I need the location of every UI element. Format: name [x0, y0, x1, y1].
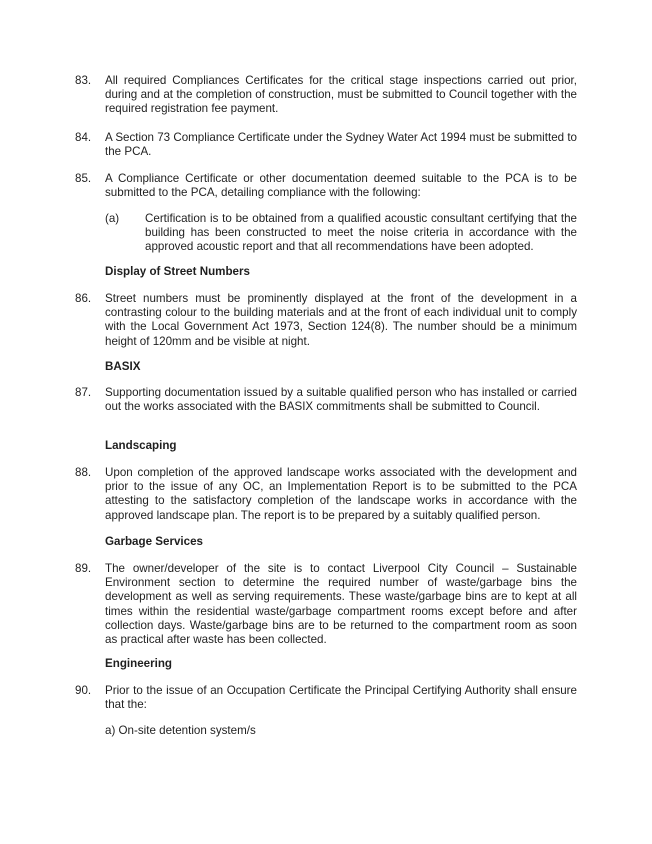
clause-number: 83. [75, 74, 92, 87]
sub-clause-text: Certification is to be obtained from a qualified acoustic consultant certifying that the building has been constructed to meet the noise criteria in accordance with the approved acoustic report and that all recommendations have been adopted. [145, 212, 577, 254]
clause-90-a: a) On-site detention system/s [105, 724, 256, 737]
clause-text: Supporting documentation issued by a suitable qualified person who has installed or carried out the works associated with the BASIX commitments shall be submitted to Council. [105, 386, 577, 414]
clause-90 [75, 684, 577, 712]
heading-street-numbers: Display of Street Numbers [105, 265, 250, 278]
clause-number: 86. [75, 292, 92, 305]
clause-text: A Section 73 Compliance Certificate under the Sydney Water Act 1994 must be submitted to the PCA. [105, 131, 577, 159]
heading-basix: BASIX [105, 360, 141, 373]
clause-84 [75, 131, 577, 159]
clause-number: 87. [75, 386, 92, 399]
clause-text: Street numbers must be prominently displayed at the front of the development in a contrasting colour to the building materials and at the front of each individual unit to comply with the Local Government Act 1973, Section 124(8). The number should be a minimum height of 120mm and be visible at night. [105, 292, 577, 348]
clause-87 [75, 386, 577, 414]
heading-garbage-services: Garbage Services [105, 535, 203, 548]
clause-83 [75, 74, 577, 117]
clause-text: All required Compliances Certificates for the critical stage inspections carried out prior, during and at the completion of construction, must be submitted to Council together with the required registration fee payment. [105, 74, 577, 116]
clause-number: 90. [75, 684, 92, 697]
clause-text: A Compliance Certificate or other documentation deemed suitable to the PCA is to be submitted to the PCA, detailing compliance with the following: [105, 172, 577, 200]
clause-85 [75, 172, 577, 200]
clause-number: 84. [75, 131, 92, 144]
clause-85-a [105, 212, 577, 255]
clause-number: 85. [75, 172, 92, 185]
clause-text: Prior to the issue of an Occupation Certificate the Principal Certifying Authority shall ensure that the: [105, 684, 577, 712]
sub-clause-label: (a) [105, 212, 120, 225]
clause-number: 88. [75, 466, 92, 479]
clause-86 [75, 292, 577, 349]
heading-landscaping: Landscaping [105, 439, 177, 452]
clause-89 [75, 562, 577, 647]
heading-engineering: Engineering [105, 657, 172, 670]
clause-text: Upon completion of the approved landscape works associated with the development and prior to the issue of any OC, an Implementation Report is to be submitted to the PCA attesting to the satisfactory completion of the landscape works in accordance with the approved landscape plan. The report is to be prepared by a suitably qualified person. [105, 466, 577, 522]
clause-number: 89. [75, 562, 92, 575]
clause-88 [75, 466, 577, 523]
clause-text: The owner/developer of the site is to contact Liverpool City Council – Sustainable Environment section to determine the required number of waste/garbage bins the development as well as serving requirements. These waste/garbage bins are to kept at all times within the residential waste/garbage compartment rooms except before and after collection days. Waste/garbage bins are to be returned to the compartment room as soon as practical after waste has been collected. [105, 562, 577, 647]
